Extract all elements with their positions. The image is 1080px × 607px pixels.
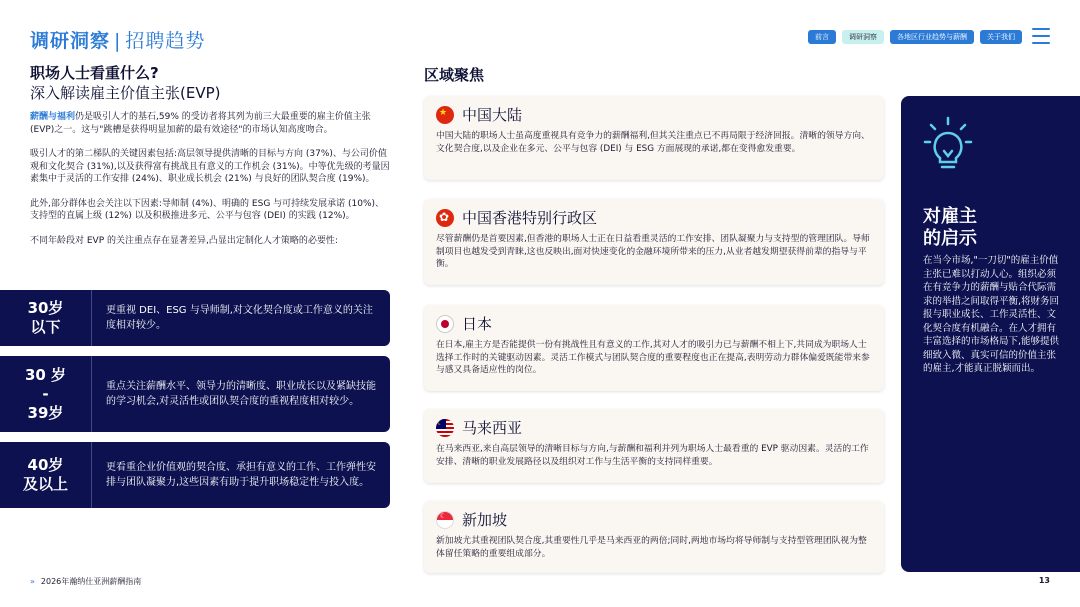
nav-about-us-button[interactable]: 关于我们 bbox=[980, 30, 1022, 44]
nav-preface-button[interactable]: 前言 bbox=[808, 30, 836, 44]
age-label: 30 岁 - 39岁 bbox=[0, 356, 92, 432]
malaysia-flag-icon bbox=[436, 419, 454, 437]
insight-title: 对雇主 的启示 bbox=[923, 206, 977, 249]
hong-kong-flag-icon bbox=[436, 209, 454, 227]
region-card-hong-kong bbox=[424, 199, 884, 285]
region-focus-title: 区域聚焦 bbox=[424, 66, 485, 84]
age-group-under-30 bbox=[0, 290, 390, 346]
nav-insights-button[interactable]: 调研洞察 bbox=[842, 30, 884, 44]
region-description: 新加坡尤其重视团队契合度,其重要性几乎是马来西亚的两倍;同时,两地市场均将导师制与支持型管理团队视为整体留任策略的重要组成部分。 bbox=[436, 536, 867, 559]
region-name: 日本 bbox=[462, 315, 493, 333]
double-chevron-icon: » bbox=[30, 577, 35, 586]
singapore-flag-icon bbox=[436, 511, 454, 529]
lightbulb-icon bbox=[923, 116, 973, 176]
page-header bbox=[30, 26, 205, 53]
header-subsection-title: 招聘趋势 bbox=[125, 30, 206, 52]
region-name: 中国香港特别行政区 bbox=[462, 209, 598, 227]
hamburger-menu-icon[interactable] bbox=[1032, 28, 1050, 44]
employer-insight-panel bbox=[901, 96, 1080, 572]
region-card-japan bbox=[424, 305, 884, 391]
footer-label: 2026年瀚纳仕亚洲薪酬指南 bbox=[40, 577, 142, 586]
region-card-singapore bbox=[424, 501, 884, 573]
top-nav bbox=[808, 30, 1022, 44]
region-description: 在马来西亚,来自高层领导的清晰目标与方向,与薪酬和福利并列为职场人士最看重的 EVP 驱动因素。灵活的工作安排、清晰的职业发展路径以及组织对工作与生活平衡的支持同样重要。 bbox=[436, 444, 869, 467]
header-separator: | bbox=[114, 30, 122, 52]
page-number: 13 bbox=[1038, 576, 1050, 585]
age-label: 40岁 及以上 bbox=[0, 442, 92, 508]
section-subtitle: 深入解读雇主价值主张(EVP) bbox=[30, 84, 221, 102]
age-group-30-39 bbox=[0, 356, 390, 432]
nav-regional-trends-button[interactable]: 各地区行业趋势与薪酬 bbox=[890, 30, 974, 44]
paragraph-other-factors: 此外,部分群体也会关注以下因素:导师制 (4%)、明确的 ESG 与可持续发展承诺 (10%)、支持型的直属上级 (12%) 以及积极推进多元、公平与包容 (DEI) 的实践 (12%)。 bbox=[30, 198, 385, 221]
region-description: 在日本,雇主方是否能提供一份有挑战性且有意义的工作,其对人才的吸引力已与薪酬不相上下,共同成为职场人士选择工作时的关键驱动因素。灵活工作模式与团队契合度的重要程度也正在提高,表明劳动力群体偏爱既能带来参与感又具备适应性的岗位。 bbox=[436, 340, 870, 375]
section-question: 职场人士看重什么? bbox=[30, 64, 159, 82]
paragraph-second-tier: 吸引人才的第二梯队的关键因素包括:高层领导提供清晰的目标与方向 (37%)、与公司价值观和文化契合 (31%),以及获得富有挑战且有意义的工作机会 (31%)。中等优先级的考量因素集中于灵活的工作安排 (24%)、职业成长机会 (21%) 与良好的团队契合度 (19%)。 bbox=[30, 149, 390, 184]
evp-section bbox=[30, 64, 390, 247]
region-name: 中国大陆 bbox=[462, 106, 523, 124]
region-card-china bbox=[424, 96, 884, 180]
region-description: 尽管薪酬仍是首要因素,但香港的职场人士正在日益看重灵活的工作安排、团队凝聚力与支持型的管理团队。导师制项目也越发受到青睐,这也反映出,面对快速变化的金融环境所带来的压力,从业者越发期望获得前辈的指导与平衡。 bbox=[436, 234, 870, 269]
age-description: 更看重企业价值观的契合度、承担有意义的工作、工作弹性安排与团队凝聚力,这些因素有助于提升职场稳定性与投入度。 bbox=[106, 462, 376, 488]
highlight-term: 薪酬与福利 bbox=[30, 112, 76, 122]
page-footer bbox=[30, 576, 141, 587]
age-description: 重点关注薪酬水平、领导力的清晰度、职业成长以及紧缺技能的学习机会,对灵活性或团队契合度的重视程度相对较少。 bbox=[106, 381, 376, 407]
paragraph-compensation: 薪酬与福利仍是吸引人才的基石,59% 的受访者将其列为前三大最重要的雇主价值主张(EVP)之一。这与"跳槽是获得明显加薪的最有效途径"的市场认知高度吻合。 bbox=[30, 112, 371, 135]
age-label: 30岁 以下 bbox=[0, 290, 92, 346]
paragraph-age-differences: 不同年龄段对 EVP 的关注重点存在显著差异,凸显出定制化人才策略的必要性: bbox=[30, 235, 338, 246]
region-name: 新加坡 bbox=[462, 511, 508, 529]
age-group-40-plus bbox=[0, 442, 390, 508]
header-section-title: 调研洞察 bbox=[30, 30, 111, 52]
region-card-malaysia bbox=[424, 409, 884, 483]
insight-text: 在当今市场,"一刀切"的雇主价值主张已难以打动人心。组织必须在有竞争力的薪酬与贴合代际需求的举措之间取得平衡,将财务回报与职业成长、工作灵活性、文化契合度有机融合。在人才拥有丰富选择的市场格局下,能够提供细致入微、真实可信的价值主张的雇主,才能真正脱颖而出。 bbox=[923, 255, 1060, 374]
region-name: 马来西亚 bbox=[462, 419, 523, 437]
japan-flag-icon bbox=[436, 315, 454, 333]
china-flag-icon bbox=[436, 106, 454, 124]
region-description: 中国大陆的职场人士虽高度重视具有竞争力的薪酬福利,但其关注重点已不再局限于经济回报。清晰的领导方向、文化契合度,以及企业在多元、公平与包容 (DEI) 与 ESG 方面展现的承诺,都在变得愈发重要。 bbox=[436, 131, 870, 154]
age-description: 更重视 DEI、ESG 与导师制,对文化契合度或工作意义的关注度相对较少。 bbox=[106, 305, 373, 331]
